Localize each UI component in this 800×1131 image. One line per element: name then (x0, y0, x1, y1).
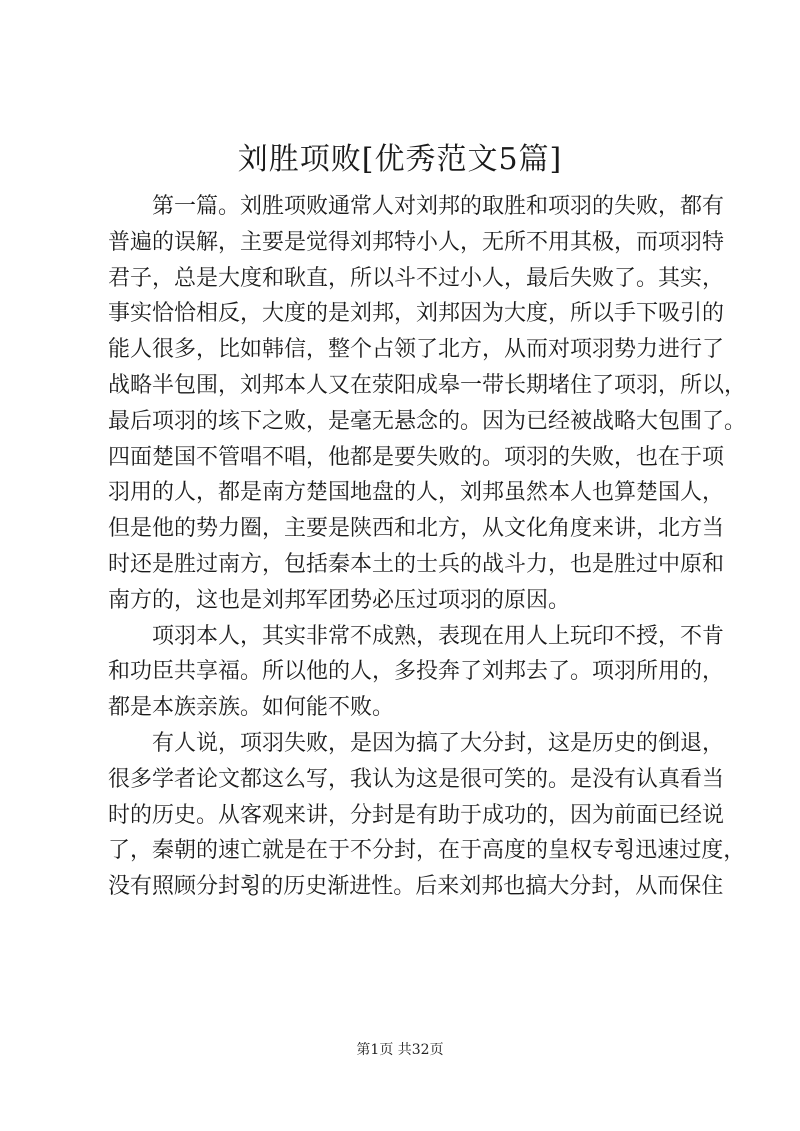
document-body (108, 189, 747, 905)
text-line: 羽用的人，都是南方楚国地盘的人，刘邦虽然本人也算楚国人， (108, 480, 725, 506)
text-line: 了，秦朝的速亡就是在于不分封，在于高度的皇权专횡迅速过度， (108, 838, 746, 864)
paragraph (108, 619, 725, 726)
text-line: 项羽本人，其实非常不成熟，表现在用人上玩印不授，不肯 (152, 623, 725, 649)
text-line: 很多学者论文都这么写，我认为这是很可笑的。是没有认真看当 (108, 766, 725, 792)
text-line: 普遍的误解，主要是觉得刘邦特小人，无所不用其极，而项羽特 (108, 229, 725, 255)
text-line: 但是他的势力圈，主要是陕西和北方，从文化角度来讲，北方当 (108, 516, 725, 542)
text-line: 没有照顾分封횡的历史渐进性。后来刘邦也搞大分封，从而保住 (108, 874, 724, 900)
text-line: 战略半包围，刘邦本人又在荥阳成皋一带长期堵住了项羽，所以， (108, 372, 747, 398)
text-line: 都是本族亲族。如何能不败。 (108, 695, 395, 721)
paragraph (108, 189, 747, 619)
text-line: 和功臣共享福。所以他的人，多投奔了刘邦去了。项羽所用的， (108, 659, 725, 685)
page-number-footer: 第1页 共32页 (356, 1042, 444, 1058)
text-line: 时还是胜过南方，包括秦本土的士兵的战斗力，也是胜过中原和 (108, 551, 725, 577)
document-title: 刘胜项败[优秀范文5篇] (237, 142, 563, 177)
paragraph (108, 726, 746, 905)
text-line: 南方的，这也是刘邦军团势必压过项羽的原因。 (108, 587, 571, 613)
text-line: 最后项羽的垓下之败，是毫无悬念的。因为已经被战略大包围了。 (108, 408, 747, 434)
text-line: 有人说，项羽失败，是因为搞了大分封，这是历史的倒退， (152, 730, 725, 756)
text-line: 事实恰恰相反，大度的是刘邦，刘邦因为大度，所以手下吸引的 (108, 301, 725, 327)
text-line: 君子，总是大度和耿直，所以斗不过小人，最后失败了。其实， (108, 265, 725, 291)
text-line: 时的历史。从客观来讲，分封是有助于成功的，因为前面已经说 (108, 802, 725, 828)
text-line: 能人很多，比如韩信，整个占领了北方，从而对项羽势力进行了 (108, 337, 725, 363)
text-line: 四面楚国不管唱不唱，他都是要失败的。项羽的失败，也在于项 (108, 444, 725, 470)
text-line: 第一篇。刘胜项败通常人对刘邦的取胜和项羽的失败，都有 (152, 194, 725, 219)
